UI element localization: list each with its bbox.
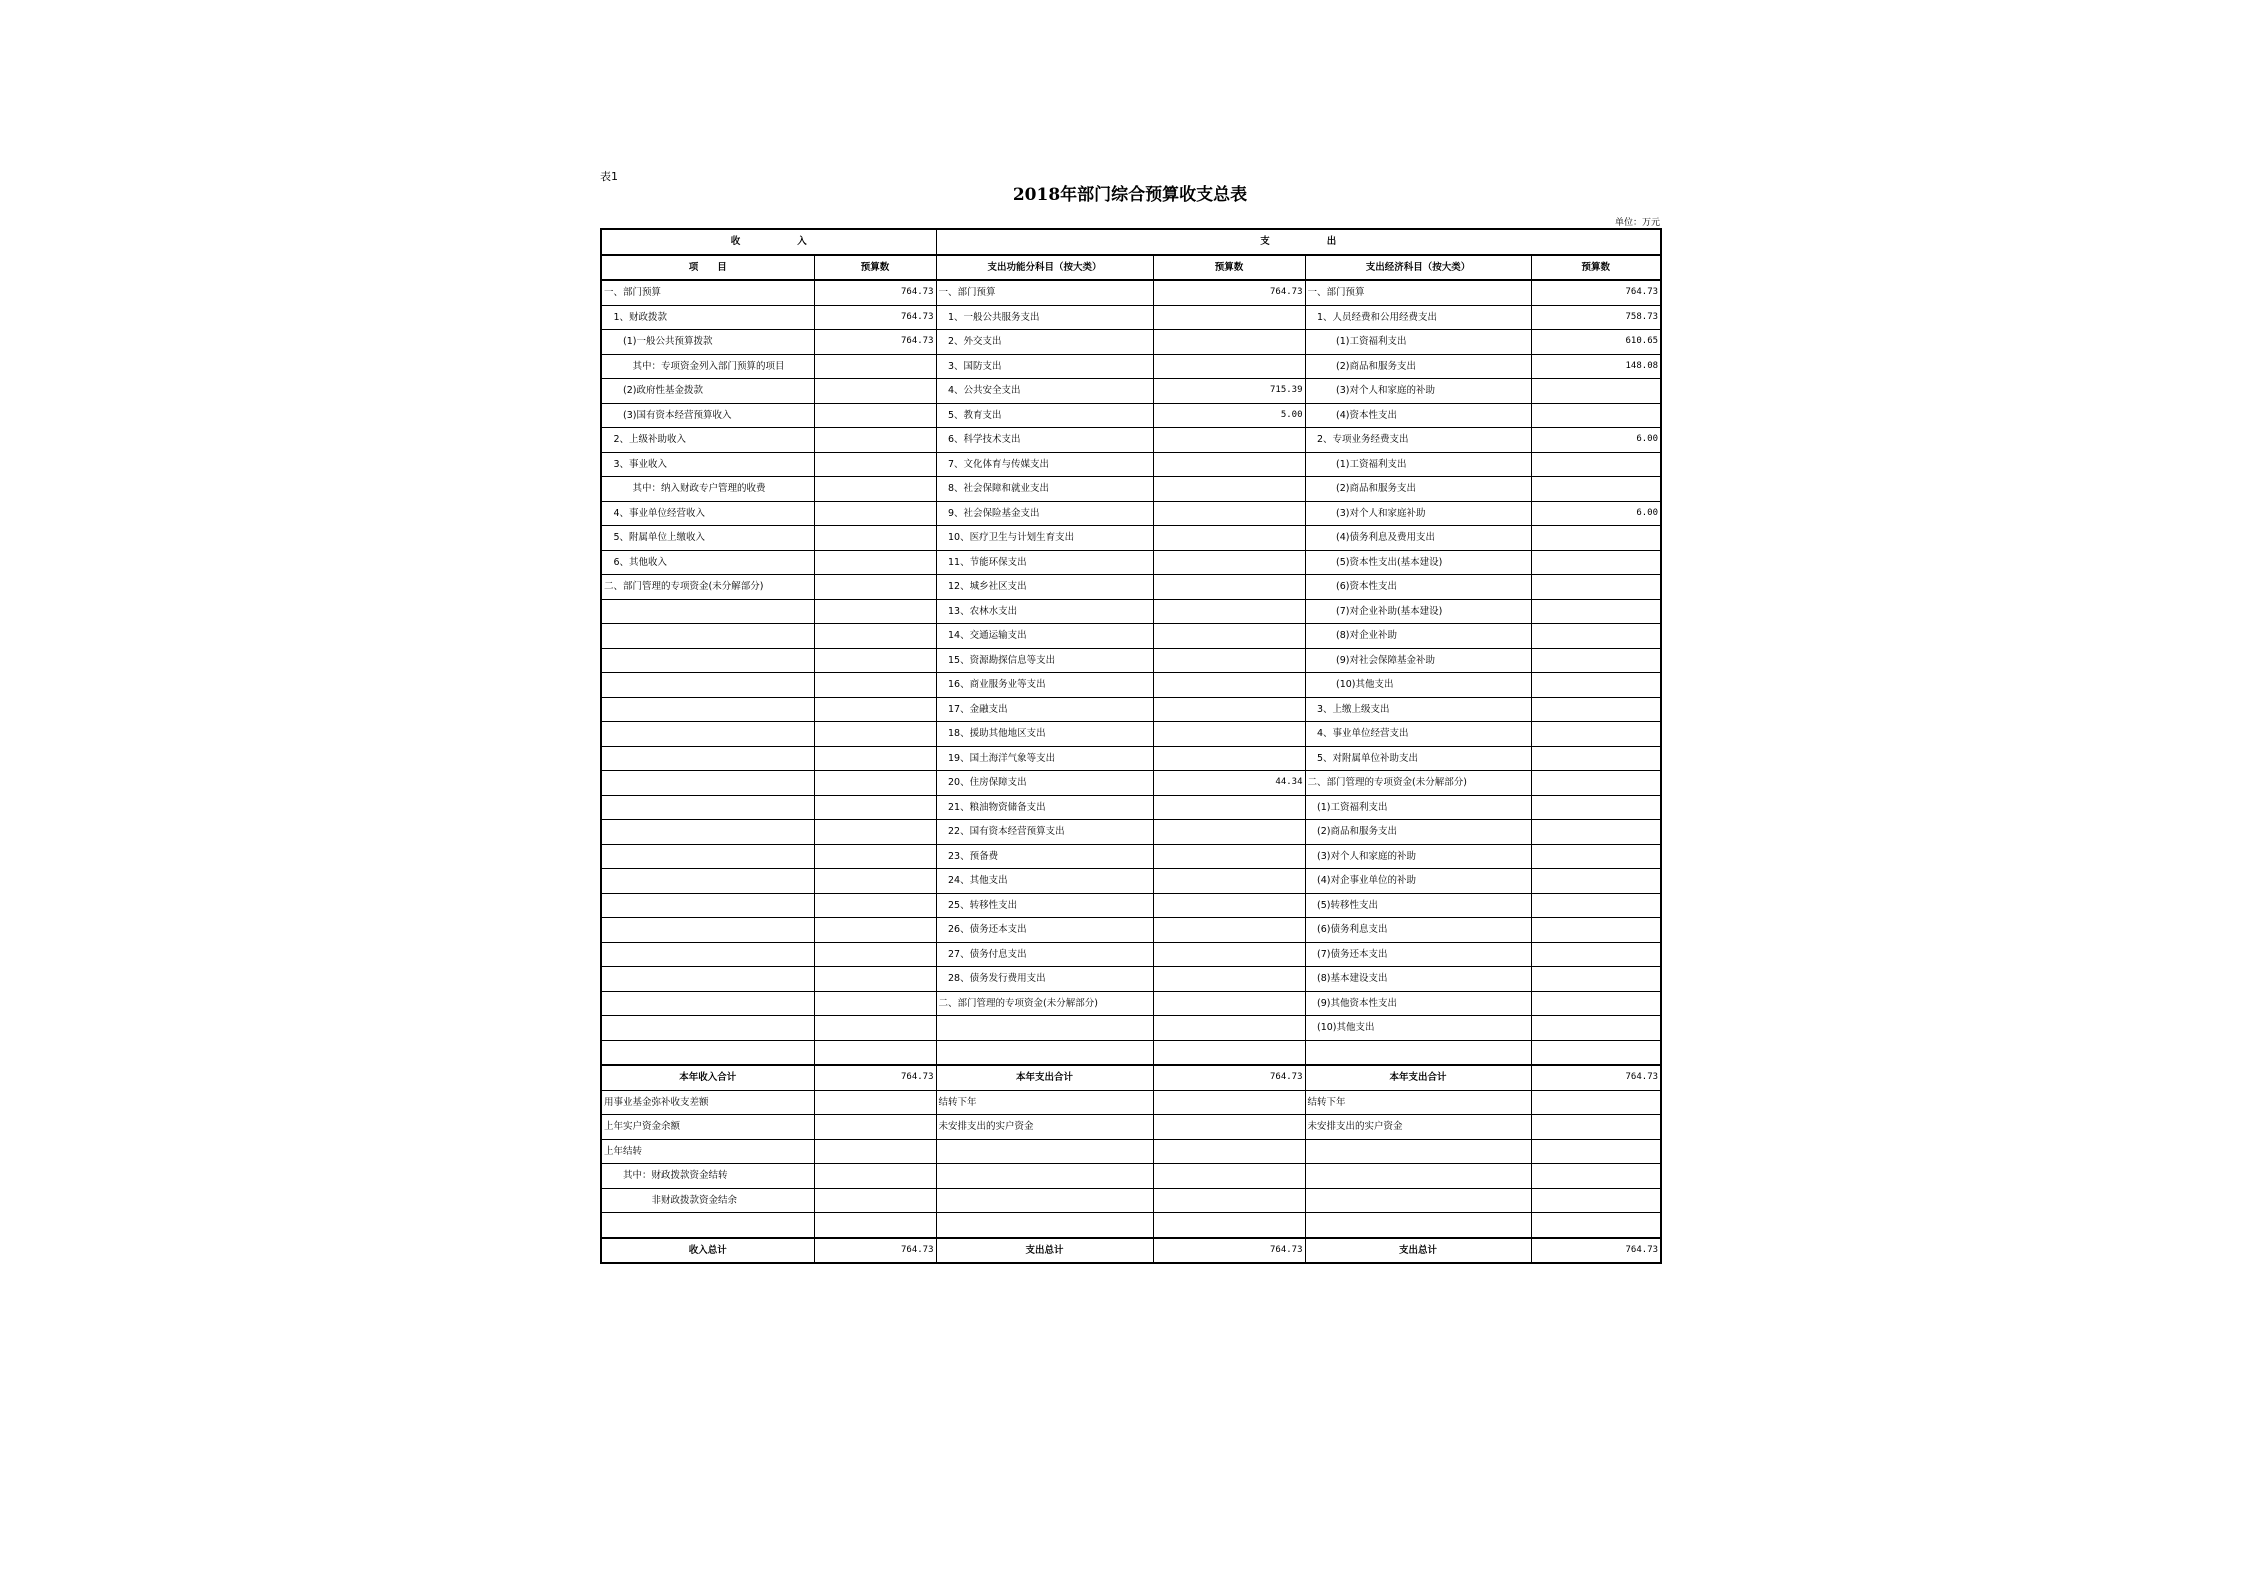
function-amount-cell (1153, 526, 1305, 551)
table-row (601, 1040, 1661, 1065)
income-item-cell (601, 771, 814, 796)
economic-amount-cell (1531, 599, 1661, 624)
function-item-cell: 结转下年 (936, 1090, 1153, 1115)
table-row (601, 1238, 1661, 1264)
income-amount-cell (814, 379, 936, 404)
table-row (601, 1188, 1661, 1213)
economic-item-cell: (4)对企事业单位的补助 (1305, 869, 1531, 894)
economic-amount-cell (1531, 1188, 1661, 1213)
economic-item-cell: (3)对个人和家庭补助 (1305, 501, 1531, 526)
economic-amount-cell (1531, 771, 1661, 796)
function-amount-cell (1153, 967, 1305, 992)
table-row (601, 501, 1661, 526)
function-item-cell: 18、援助其他地区支出 (936, 722, 1153, 747)
income-item-cell (601, 648, 814, 673)
table-row (601, 673, 1661, 698)
table-row (601, 599, 1661, 624)
economic-item-cell: 二、部门管理的专项资金(未分解部分) (1305, 771, 1531, 796)
function-amount-cell: 764.73 (1153, 280, 1305, 305)
income-item-cell (601, 869, 814, 894)
economic-item-cell: (7)对企业补助(基本建设) (1305, 599, 1531, 624)
economic-item-cell: 5、对附属单位补助支出 (1305, 746, 1531, 771)
economic-amount-cell (1531, 918, 1661, 943)
function-amount-cell (1153, 697, 1305, 722)
function-item-cell: 23、预备费 (936, 844, 1153, 869)
function-amount-cell (1153, 918, 1305, 943)
function-amount-cell (1153, 1090, 1305, 1115)
function-item-cell (936, 1213, 1153, 1238)
income-item-cell (601, 820, 814, 845)
income-amount-cell (814, 869, 936, 894)
economic-amount-cell (1531, 379, 1661, 404)
table-row (601, 648, 1661, 673)
table-row (601, 869, 1661, 894)
income-item-cell (601, 1016, 814, 1041)
table-row (601, 771, 1661, 796)
function-amount-cell (1153, 844, 1305, 869)
income-item-cell (601, 624, 814, 649)
function-item-cell: 21、粮油物资储备支出 (936, 795, 1153, 820)
function-item-cell: 12、城乡社区支出 (936, 575, 1153, 600)
income-amount-cell (814, 746, 936, 771)
function-amount-cell (1153, 550, 1305, 575)
economic-item-cell: 3、上缴上级支出 (1305, 697, 1531, 722)
table-row (601, 746, 1661, 771)
table-row (601, 722, 1661, 747)
function-item-cell: 22、国有资本经营预算支出 (936, 820, 1153, 845)
income-item-cell (601, 599, 814, 624)
economic-amount-cell (1531, 869, 1661, 894)
income-item-cell: 其中：财政拨款资金结转 (601, 1164, 814, 1189)
function-item-cell: 13、农林水支出 (936, 599, 1153, 624)
table-row (601, 575, 1661, 600)
function-item-cell: 一、部门预算 (936, 280, 1153, 305)
function-item-cell: 3、国防支出 (936, 354, 1153, 379)
table-row (601, 820, 1661, 845)
function-amount-cell: 5.00 (1153, 403, 1305, 428)
table-row (601, 403, 1661, 428)
economic-item-cell: (4)债务利息及费用支出 (1305, 526, 1531, 551)
income-amount-cell (814, 893, 936, 918)
table-row (601, 942, 1661, 967)
economic-amount-cell (1531, 942, 1661, 967)
function-amount-cell (1153, 1188, 1305, 1213)
function-amount-cell (1153, 501, 1305, 526)
function-item-cell: 11、节能环保支出 (936, 550, 1153, 575)
income-amount-cell (814, 403, 936, 428)
column-header-income-amount: 预算数 (814, 255, 936, 281)
function-item-cell: 28、债务发行费用支出 (936, 967, 1153, 992)
function-item-cell: 15、资源勘探信息等支出 (936, 648, 1153, 673)
economic-amount-cell (1531, 452, 1661, 477)
economic-amount-cell (1531, 1040, 1661, 1065)
function-item-cell: 7、文化体育与传媒支出 (936, 452, 1153, 477)
income-item-cell (601, 795, 814, 820)
economic-amount-cell: 6.00 (1531, 428, 1661, 453)
table-row (601, 1139, 1661, 1164)
function-item-cell: 9、社会保险基金支出 (936, 501, 1153, 526)
income-item-cell: 收入总计 (601, 1238, 814, 1264)
economic-item-cell (1305, 1164, 1531, 1189)
economic-item-cell: (2)商品和服务支出 (1305, 820, 1531, 845)
expense-header: 支 出 (936, 229, 1661, 255)
economic-item-cell: (10)其他支出 (1305, 673, 1531, 698)
economic-amount-cell (1531, 746, 1661, 771)
economic-item-cell (1305, 1188, 1531, 1213)
function-item-cell: 6、科学技术支出 (936, 428, 1153, 453)
economic-item-cell: (10)其他支出 (1305, 1016, 1531, 1041)
economic-item-cell: 1、人员经费和公用经费支出 (1305, 305, 1531, 330)
income-amount-cell (814, 1164, 936, 1189)
function-item-cell: 19、国土海洋气象等支出 (936, 746, 1153, 771)
income-item-cell: (1)一般公共预算拨款 (601, 330, 814, 355)
function-amount-cell (1153, 673, 1305, 698)
function-amount-cell (1153, 1213, 1305, 1238)
economic-amount-cell (1531, 722, 1661, 747)
income-item-cell: 一、部门预算 (601, 280, 814, 305)
function-item-cell: 2、外交支出 (936, 330, 1153, 355)
table-row (601, 428, 1661, 453)
table-row (601, 624, 1661, 649)
table-row (601, 893, 1661, 918)
function-item-cell: 支出总计 (936, 1238, 1153, 1264)
income-amount-cell (814, 477, 936, 502)
function-item-cell: 8、社会保障和就业支出 (936, 477, 1153, 502)
economic-amount-cell (1531, 575, 1661, 600)
table-row (601, 918, 1661, 943)
table-row (601, 354, 1661, 379)
function-amount-cell (1153, 1040, 1305, 1065)
table-row (601, 1090, 1661, 1115)
function-item-cell: 本年支出合计 (936, 1065, 1153, 1090)
economic-item-cell: 一、部门预算 (1305, 280, 1531, 305)
economic-amount-cell (1531, 648, 1661, 673)
function-item-cell: 16、商业服务业等支出 (936, 673, 1153, 698)
economic-item-cell: 结转下年 (1305, 1090, 1531, 1115)
table-number-label: 表1 (600, 170, 618, 183)
function-item-cell (936, 1164, 1153, 1189)
income-amount-cell (814, 575, 936, 600)
economic-item-cell: (5)转移性支出 (1305, 893, 1531, 918)
income-amount-cell (814, 1040, 936, 1065)
income-amount-cell (814, 1213, 936, 1238)
function-amount-cell (1153, 624, 1305, 649)
income-amount-cell (814, 771, 936, 796)
economic-item-cell: (6)资本性支出 (1305, 575, 1531, 600)
economic-amount-cell (1531, 1115, 1661, 1140)
income-amount-cell (814, 1188, 936, 1213)
function-item-cell (936, 1040, 1153, 1065)
economic-item-cell: (4)资本性支出 (1305, 403, 1531, 428)
function-amount-cell: 715.39 (1153, 379, 1305, 404)
economic-amount-cell (1531, 844, 1661, 869)
income-amount-cell (814, 1115, 936, 1140)
income-amount-cell (814, 599, 936, 624)
economic-item-cell (1305, 1040, 1531, 1065)
function-amount-cell (1153, 330, 1305, 355)
function-item-cell (936, 1016, 1153, 1041)
economic-item-cell: (9)其他资本性支出 (1305, 991, 1531, 1016)
function-amount-cell (1153, 428, 1305, 453)
function-amount-cell (1153, 1016, 1305, 1041)
function-item-cell: 26、债务还本支出 (936, 918, 1153, 943)
function-amount-cell (1153, 942, 1305, 967)
column-header-economic-amount: 预算数 (1531, 255, 1661, 281)
economic-item-cell: (8)对企业补助 (1305, 624, 1531, 649)
income-item-cell: 其中：纳入财政专户管理的收费 (601, 477, 814, 502)
column-header-functional-amount: 预算数 (1153, 255, 1305, 281)
function-amount-cell (1153, 305, 1305, 330)
income-amount-cell (814, 697, 936, 722)
column-header-functional-category: 支出功能分科目（按大类） (936, 255, 1153, 281)
income-item-cell: 二、部门管理的专项资金(未分解部分) (601, 575, 814, 600)
economic-amount-cell: 758.73 (1531, 305, 1661, 330)
table-row (601, 991, 1661, 1016)
income-item-cell (601, 991, 814, 1016)
economic-item-cell: 本年支出合计 (1305, 1065, 1531, 1090)
function-amount-cell (1153, 1164, 1305, 1189)
income-item-cell: 上年实户资金余额 (601, 1115, 814, 1140)
income-item-cell: 4、事业单位经营收入 (601, 501, 814, 526)
table-row (601, 550, 1661, 575)
income-item-cell: 本年收入合计 (601, 1065, 814, 1090)
function-item-cell (936, 1188, 1153, 1213)
economic-item-cell: (5)资本性支出(基本建设) (1305, 550, 1531, 575)
function-amount-cell (1153, 648, 1305, 673)
income-item-cell (601, 918, 814, 943)
income-item-cell: 2、上级补助收入 (601, 428, 814, 453)
table-row (601, 1065, 1661, 1090)
column-header-item: 项 目 (601, 255, 814, 281)
function-item-cell: 20、住房保障支出 (936, 771, 1153, 796)
income-amount-cell (814, 452, 936, 477)
economic-amount-cell (1531, 550, 1661, 575)
economic-item-cell: (1)工资福利支出 (1305, 795, 1531, 820)
table-row (601, 844, 1661, 869)
income-amount-cell (814, 428, 936, 453)
economic-item-cell: (7)债务还本支出 (1305, 942, 1531, 967)
function-amount-cell (1153, 820, 1305, 845)
function-item-cell (936, 1139, 1153, 1164)
column-header-economic-category: 支出经济科目（按大类） (1305, 255, 1531, 281)
income-amount-cell (814, 722, 936, 747)
function-amount-cell (1153, 991, 1305, 1016)
economic-amount-cell (1531, 477, 1661, 502)
income-amount-cell (814, 1139, 936, 1164)
income-amount-cell: 764.73 (814, 305, 936, 330)
table-row (601, 697, 1661, 722)
economic-item-cell: (6)债务利息支出 (1305, 918, 1531, 943)
income-amount-cell (814, 550, 936, 575)
income-item-cell: (3)国有资本经营预算收入 (601, 403, 814, 428)
income-amount-cell (814, 501, 936, 526)
income-header: 收 入 (601, 229, 936, 255)
economic-amount-cell (1531, 1164, 1661, 1189)
economic-amount-cell (1531, 893, 1661, 918)
economic-amount-cell (1531, 1016, 1661, 1041)
economic-item-cell: (2)商品和服务支出 (1305, 354, 1531, 379)
economic-item-cell: (3)对个人和家庭的补助 (1305, 379, 1531, 404)
income-amount-cell (814, 526, 936, 551)
function-item-cell: 14、交通运输支出 (936, 624, 1153, 649)
table-row (601, 305, 1661, 330)
table-row (601, 477, 1661, 502)
economic-item-cell (1305, 1139, 1531, 1164)
table-row (601, 526, 1661, 551)
economic-item-cell (1305, 1213, 1531, 1238)
income-item-cell: 上年结转 (601, 1139, 814, 1164)
economic-item-cell: 2、专项业务经费支出 (1305, 428, 1531, 453)
function-amount-cell (1153, 575, 1305, 600)
economic-amount-cell (1531, 991, 1661, 1016)
income-amount-cell (814, 967, 936, 992)
table-row (601, 1213, 1661, 1238)
function-item-cell: 二、部门管理的专项资金(未分解部分) (936, 991, 1153, 1016)
function-amount-cell (1153, 1139, 1305, 1164)
economic-amount-cell (1531, 967, 1661, 992)
function-item-cell: 未安排支出的实户资金 (936, 1115, 1153, 1140)
economic-amount-cell (1531, 795, 1661, 820)
function-amount-cell (1153, 893, 1305, 918)
economic-item-cell: 未安排支出的实户资金 (1305, 1115, 1531, 1140)
economic-amount-cell: 764.73 (1531, 280, 1661, 305)
function-amount-cell (1153, 722, 1305, 747)
income-item-cell (601, 1040, 814, 1065)
income-amount-cell: 764.73 (814, 280, 936, 305)
income-item-cell (601, 722, 814, 747)
table-row (601, 379, 1661, 404)
income-amount-cell (814, 673, 936, 698)
economic-item-cell: 4、事业单位经营支出 (1305, 722, 1531, 747)
economic-amount-cell (1531, 403, 1661, 428)
function-item-cell: 27、债务付息支出 (936, 942, 1153, 967)
income-item-cell (601, 844, 814, 869)
table-row (601, 1164, 1661, 1189)
income-item-cell: 3、事业收入 (601, 452, 814, 477)
economic-amount-cell (1531, 820, 1661, 845)
function-item-cell: 17、金融支出 (936, 697, 1153, 722)
income-amount-cell (814, 820, 936, 845)
function-item-cell: 4、公共安全支出 (936, 379, 1153, 404)
function-amount-cell: 764.73 (1153, 1238, 1305, 1264)
income-amount-cell (814, 918, 936, 943)
income-amount-cell: 764.73 (814, 330, 936, 355)
function-item-cell: 25、转移性支出 (936, 893, 1153, 918)
table-row (601, 967, 1661, 992)
function-amount-cell (1153, 795, 1305, 820)
function-item-cell: 10、医疗卫生与计划生育支出 (936, 526, 1153, 551)
income-item-cell: 用事业基金弥补收支差额 (601, 1090, 814, 1115)
table-row (601, 795, 1661, 820)
income-item-cell (601, 893, 814, 918)
page-title: 2018年部门综合预算收支总表 (1012, 185, 1248, 205)
economic-item-cell: (1)工资福利支出 (1305, 330, 1531, 355)
income-item-cell (601, 673, 814, 698)
economic-amount-cell (1531, 526, 1661, 551)
unit-label: 单位：万元 (1614, 218, 1660, 228)
economic-amount-cell (1531, 1090, 1661, 1115)
income-item-cell: 5、附属单位上缴收入 (601, 526, 814, 551)
function-amount-cell (1153, 354, 1305, 379)
income-item-cell (601, 746, 814, 771)
income-item-cell (601, 697, 814, 722)
function-amount-cell (1153, 869, 1305, 894)
table-row (601, 1016, 1661, 1041)
function-amount-cell (1153, 452, 1305, 477)
economic-amount-cell: 148.08 (1531, 354, 1661, 379)
income-amount-cell (814, 648, 936, 673)
function-amount-cell (1153, 1115, 1305, 1140)
economic-amount-cell (1531, 1139, 1661, 1164)
economic-amount-cell: 764.73 (1531, 1238, 1661, 1264)
table-row (601, 1115, 1661, 1140)
income-amount-cell (814, 1016, 936, 1041)
income-amount-cell: 764.73 (814, 1065, 936, 1090)
economic-item-cell: (8)基本建设支出 (1305, 967, 1531, 992)
income-amount-cell (814, 844, 936, 869)
economic-amount-cell: 764.73 (1531, 1065, 1661, 1090)
income-amount-cell (814, 1090, 936, 1115)
function-amount-cell (1153, 599, 1305, 624)
income-item-cell: 非财政拨款资金结余 (601, 1188, 814, 1213)
budget-summary-table (600, 228, 1662, 1264)
income-item-cell: (2)政府性基金拨款 (601, 379, 814, 404)
function-item-cell: 5、教育支出 (936, 403, 1153, 428)
table-header-top-row (601, 229, 1661, 255)
income-item-cell: 其中：专项资金列入部门预算的项目 (601, 354, 814, 379)
income-amount-cell: 764.73 (814, 1238, 936, 1264)
economic-item-cell: (9)对社会保障基金补助 (1305, 648, 1531, 673)
function-amount-cell: 44.34 (1153, 771, 1305, 796)
economic-amount-cell (1531, 673, 1661, 698)
income-item-cell: 6、其他收入 (601, 550, 814, 575)
table-row (601, 280, 1661, 305)
income-amount-cell (814, 991, 936, 1016)
economic-amount-cell (1531, 1213, 1661, 1238)
economic-item-cell: (1)工资福利支出 (1305, 452, 1531, 477)
income-item-cell: 1、财政拨款 (601, 305, 814, 330)
table-header-columns-row (601, 255, 1661, 281)
table-row (601, 330, 1661, 355)
economic-amount-cell: 610.65 (1531, 330, 1661, 355)
function-item-cell: 24、其他支出 (936, 869, 1153, 894)
income-amount-cell (814, 624, 936, 649)
economic-item-cell: (3)对个人和家庭的补助 (1305, 844, 1531, 869)
income-amount-cell (814, 795, 936, 820)
income-amount-cell (814, 354, 936, 379)
economic-item-cell: 支出总计 (1305, 1238, 1531, 1264)
income-item-cell (601, 967, 814, 992)
function-amount-cell: 764.73 (1153, 1065, 1305, 1090)
table-row (601, 452, 1661, 477)
income-item-cell (601, 1213, 814, 1238)
income-item-cell (601, 942, 814, 967)
function-amount-cell (1153, 477, 1305, 502)
economic-item-cell: (2)商品和服务支出 (1305, 477, 1531, 502)
income-amount-cell (814, 942, 936, 967)
economic-amount-cell: 6.00 (1531, 501, 1661, 526)
economic-amount-cell (1531, 624, 1661, 649)
function-amount-cell (1153, 746, 1305, 771)
economic-amount-cell (1531, 697, 1661, 722)
function-item-cell: 1、一般公共服务支出 (936, 305, 1153, 330)
